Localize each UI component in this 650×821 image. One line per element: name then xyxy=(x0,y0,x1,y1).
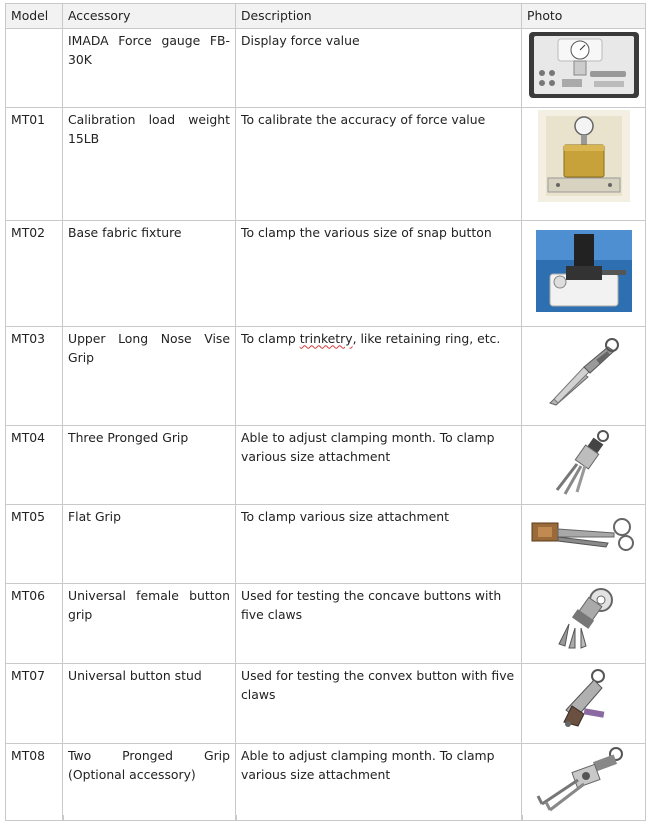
photo-cell xyxy=(522,28,646,107)
model-cell: MT01 xyxy=(6,107,63,220)
three-pronged-grip-photo xyxy=(549,428,619,496)
header-model: Model xyxy=(6,4,63,29)
table-row xyxy=(6,663,646,743)
photo-cell xyxy=(522,326,646,425)
table-row xyxy=(6,425,646,504)
description-cell: To clamp the various size of snap button xyxy=(236,220,522,326)
description-text: To clamp xyxy=(241,330,300,346)
description-cell: To calibrate the accuracy of force value xyxy=(236,107,522,220)
description-cell: Able to adjust clamping month. To clamp various size attachment xyxy=(236,743,522,820)
table-row xyxy=(6,583,646,663)
photo-cell xyxy=(522,504,646,583)
fabric-fixture-photo xyxy=(536,230,632,312)
description-cell: Used for testing the concave buttons with five claws xyxy=(236,583,522,663)
photo-cell xyxy=(522,220,646,326)
model-cell xyxy=(6,28,63,107)
accessory-cell: Two Pronged Grip (Optional accessory) xyxy=(63,743,236,820)
table-row xyxy=(6,107,646,220)
header-accessory: Accessory xyxy=(63,4,236,29)
description-cell: Used for testing the convex button with five claws xyxy=(236,663,522,743)
description-cell: Able to adjust clamping month. To clamp various size attachment xyxy=(236,425,522,504)
photo-cell xyxy=(522,425,646,504)
table-row xyxy=(6,504,646,583)
accessory-cell: Three Pronged Grip xyxy=(63,425,236,504)
header-photo: Photo xyxy=(522,4,646,29)
model-cell: MT07 xyxy=(6,663,63,743)
button-stud-photo xyxy=(554,666,614,732)
model-cell: MT08 xyxy=(6,743,63,820)
photo-cell xyxy=(522,743,646,820)
description-text: , like retaining ring, etc. xyxy=(352,330,501,346)
table-continuation xyxy=(5,815,646,821)
accessory-cell: IMADA Force gauge FB-30K xyxy=(63,28,236,107)
description-cell xyxy=(236,326,522,425)
table-row xyxy=(6,28,646,107)
accessory-cell: Calibration load weight 15LB xyxy=(63,107,236,220)
header-description: Description xyxy=(236,4,522,29)
model-cell: MT06 xyxy=(6,583,63,663)
vise-grip-photo xyxy=(544,337,624,407)
photo-cell xyxy=(522,107,646,220)
two-pronged-grip-photo xyxy=(534,746,634,814)
model-cell: MT04 xyxy=(6,425,63,504)
description-cell: Display force value xyxy=(236,28,522,107)
photo-cell xyxy=(522,663,646,743)
header-row xyxy=(6,4,646,29)
force-gauge-case-photo xyxy=(528,31,640,99)
accessory-cell: Flat Grip xyxy=(63,504,236,583)
accessory-cell: Universal button stud xyxy=(63,663,236,743)
table-row xyxy=(6,743,646,820)
model-cell: MT02 xyxy=(6,220,63,326)
female-button-grip-photo xyxy=(551,586,617,652)
spellcheck-flagged-word: trinketry xyxy=(299,330,353,346)
flat-grip-photo xyxy=(528,513,640,553)
model-cell: MT03 xyxy=(6,326,63,425)
description-cell: To clamp various size attachment xyxy=(236,504,522,583)
accessory-cell: Base fabric fixture xyxy=(63,220,236,326)
accessory-cell: Upper Long Nose Vise Grip xyxy=(63,326,236,425)
model-cell: MT05 xyxy=(6,504,63,583)
table-row xyxy=(6,220,646,326)
accessory-cell: Universal female button grip xyxy=(63,583,236,663)
calibration-weight-photo xyxy=(538,110,630,202)
table-row xyxy=(6,326,646,425)
accessory-table xyxy=(5,3,646,821)
photo-cell xyxy=(522,583,646,663)
